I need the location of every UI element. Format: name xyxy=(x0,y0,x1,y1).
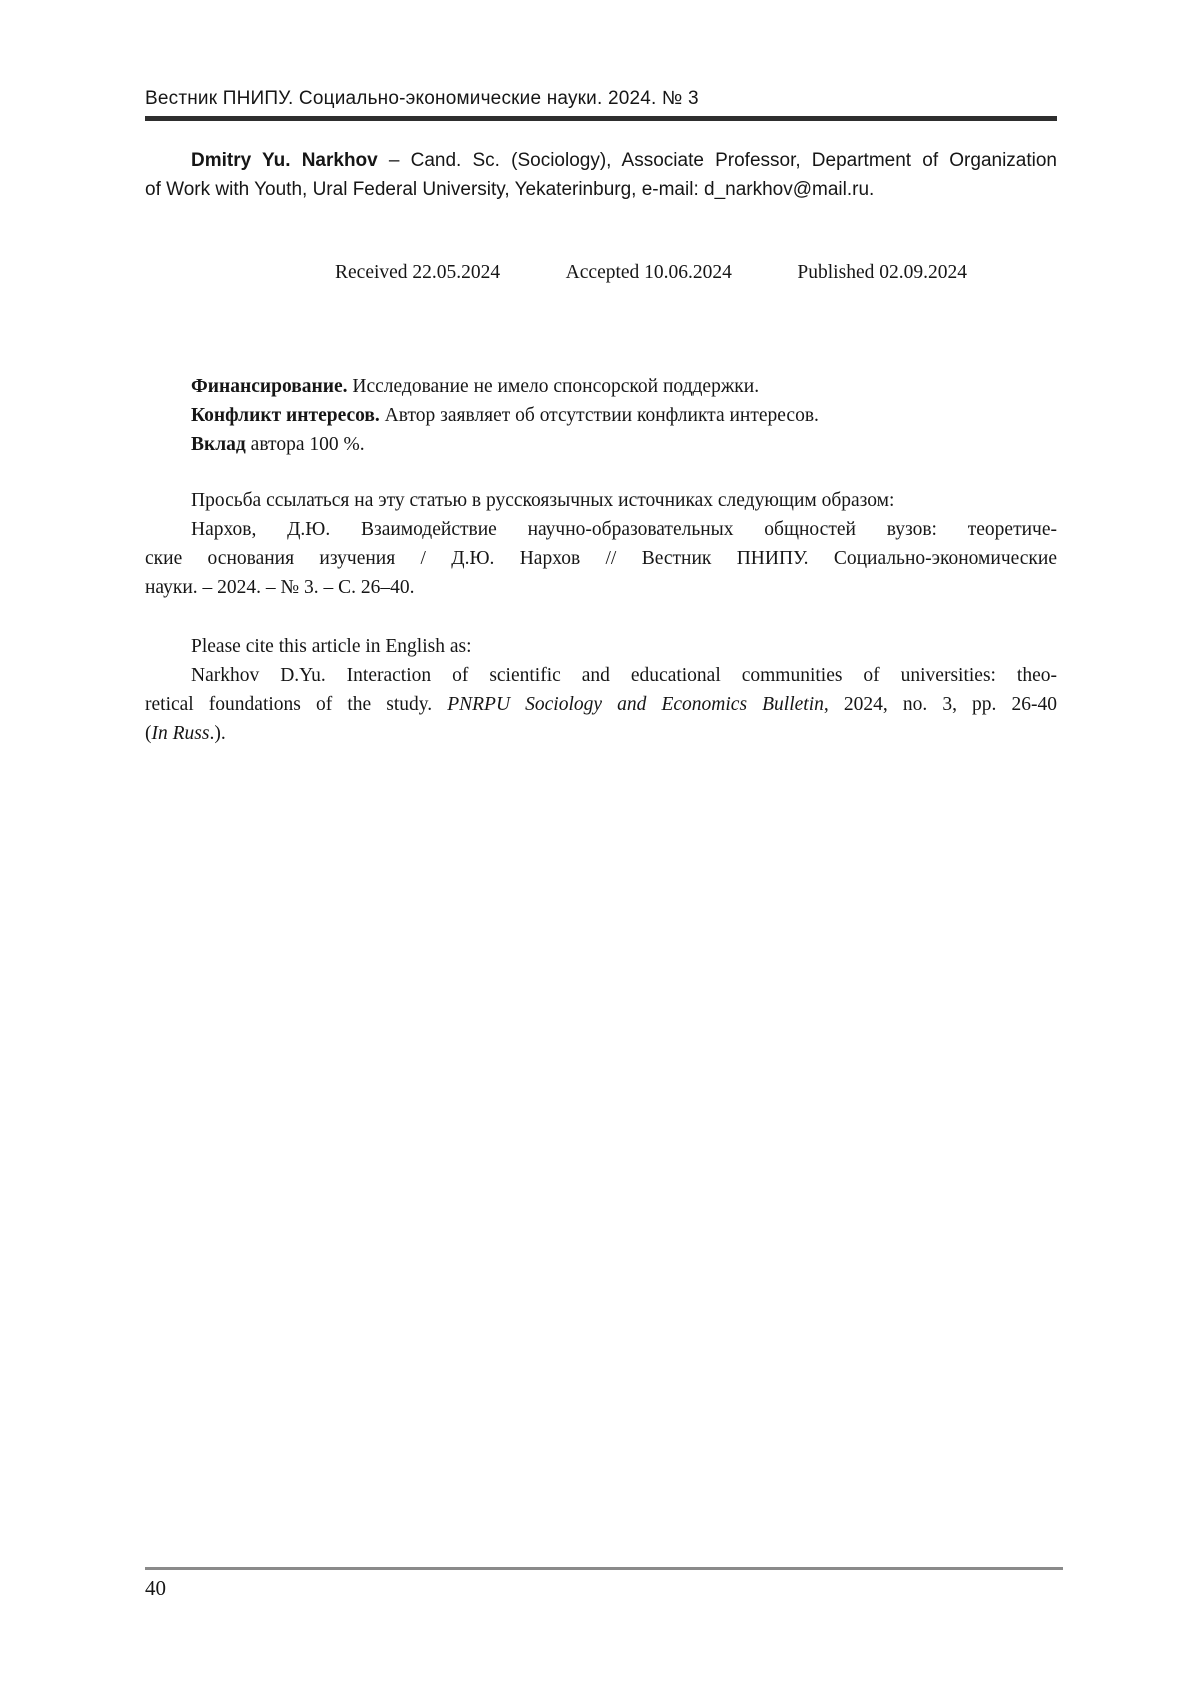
conflict-statement-lead: Конфликт интересов. xyxy=(191,405,380,426)
citation-en-line-3 xyxy=(145,719,1057,748)
author-paragraph xyxy=(145,146,1057,204)
citation-en-line3-pre: ( xyxy=(145,723,152,744)
citation-en-line2-post: , 2024, no. 3, pp. 26-40 xyxy=(823,694,1058,715)
contribution-statement xyxy=(145,430,1057,459)
contribution-statement-lead: Вклад xyxy=(191,434,246,455)
author-line-2: of Work with Youth, Ural Federal University, Yekaterinburg, e-mail: d_narkhov@mail.ru. xyxy=(145,179,875,200)
author-line-1 xyxy=(145,146,1057,175)
citation-ru-line-3: науки. – 2024. – № 3. – С. 26–40. xyxy=(145,577,415,598)
funding-section xyxy=(145,372,1057,459)
citation-ru-section xyxy=(145,486,1057,602)
journal-running-head: Вестник ПНИПУ. Социально-экономические науки. 2024. № 3 xyxy=(145,88,699,109)
funding-statement-text: Исследование не имело спонсорской поддержки. xyxy=(347,376,760,397)
citation-ru-line-2: ские основания изучения / Д.Ю. Нархов // Вестник ПНИПУ. Социально-экономические xyxy=(145,548,1057,569)
author-affiliation-part1: – Cand. Sc. (Sociology), Associate Professor, Department of Organization xyxy=(377,150,1057,171)
footer-rule xyxy=(145,1567,1063,1570)
page-number: 40 xyxy=(145,1576,166,1600)
author-name: Dmitry Yu. Narkhov xyxy=(191,150,378,171)
funding-statement-lead: Финансирование. xyxy=(191,376,348,397)
contribution-statement-text: автора 100 %. xyxy=(245,434,365,455)
citation-ru-intro: Просьба ссылаться на эту статью в русскоязычных источниках следующим образом: xyxy=(191,490,895,511)
published-date: Published 02.09.2024 xyxy=(797,262,967,283)
citation-en-section xyxy=(145,632,1057,748)
citation-ru-line-1: Нархов, Д.Ю. Взаимодействие научно-образовательных общностей вузов: теоретиче- xyxy=(191,519,1057,540)
citation-en-line-1: Narkhov D.Yu. Interaction of scientific and educational communities of universities: theo- xyxy=(191,665,1057,686)
dates-row xyxy=(145,258,1057,287)
citation-en-line2-pre: retical foundations of the study. xyxy=(145,694,448,715)
citation-en-journal-title: PNRPU Sociology and Economics Bulletin xyxy=(447,694,824,715)
received-date: Received 22.05.2024 xyxy=(335,262,501,283)
funding-statement xyxy=(145,372,1057,401)
citation-en-line-2 xyxy=(145,690,1057,719)
citation-en-line3-post: .). xyxy=(209,723,226,744)
accepted-date: Accepted 10.06.2024 xyxy=(565,262,732,283)
conflict-statement-text: Автор заявляет об отсутствии конфликта интересов. xyxy=(379,405,819,426)
citation-en-intro: Please cite this article in English as: xyxy=(191,636,472,657)
header-double-rule xyxy=(145,116,1057,121)
citation-en-in-russ: In Russ xyxy=(151,723,210,744)
conflict-statement xyxy=(145,401,1057,430)
